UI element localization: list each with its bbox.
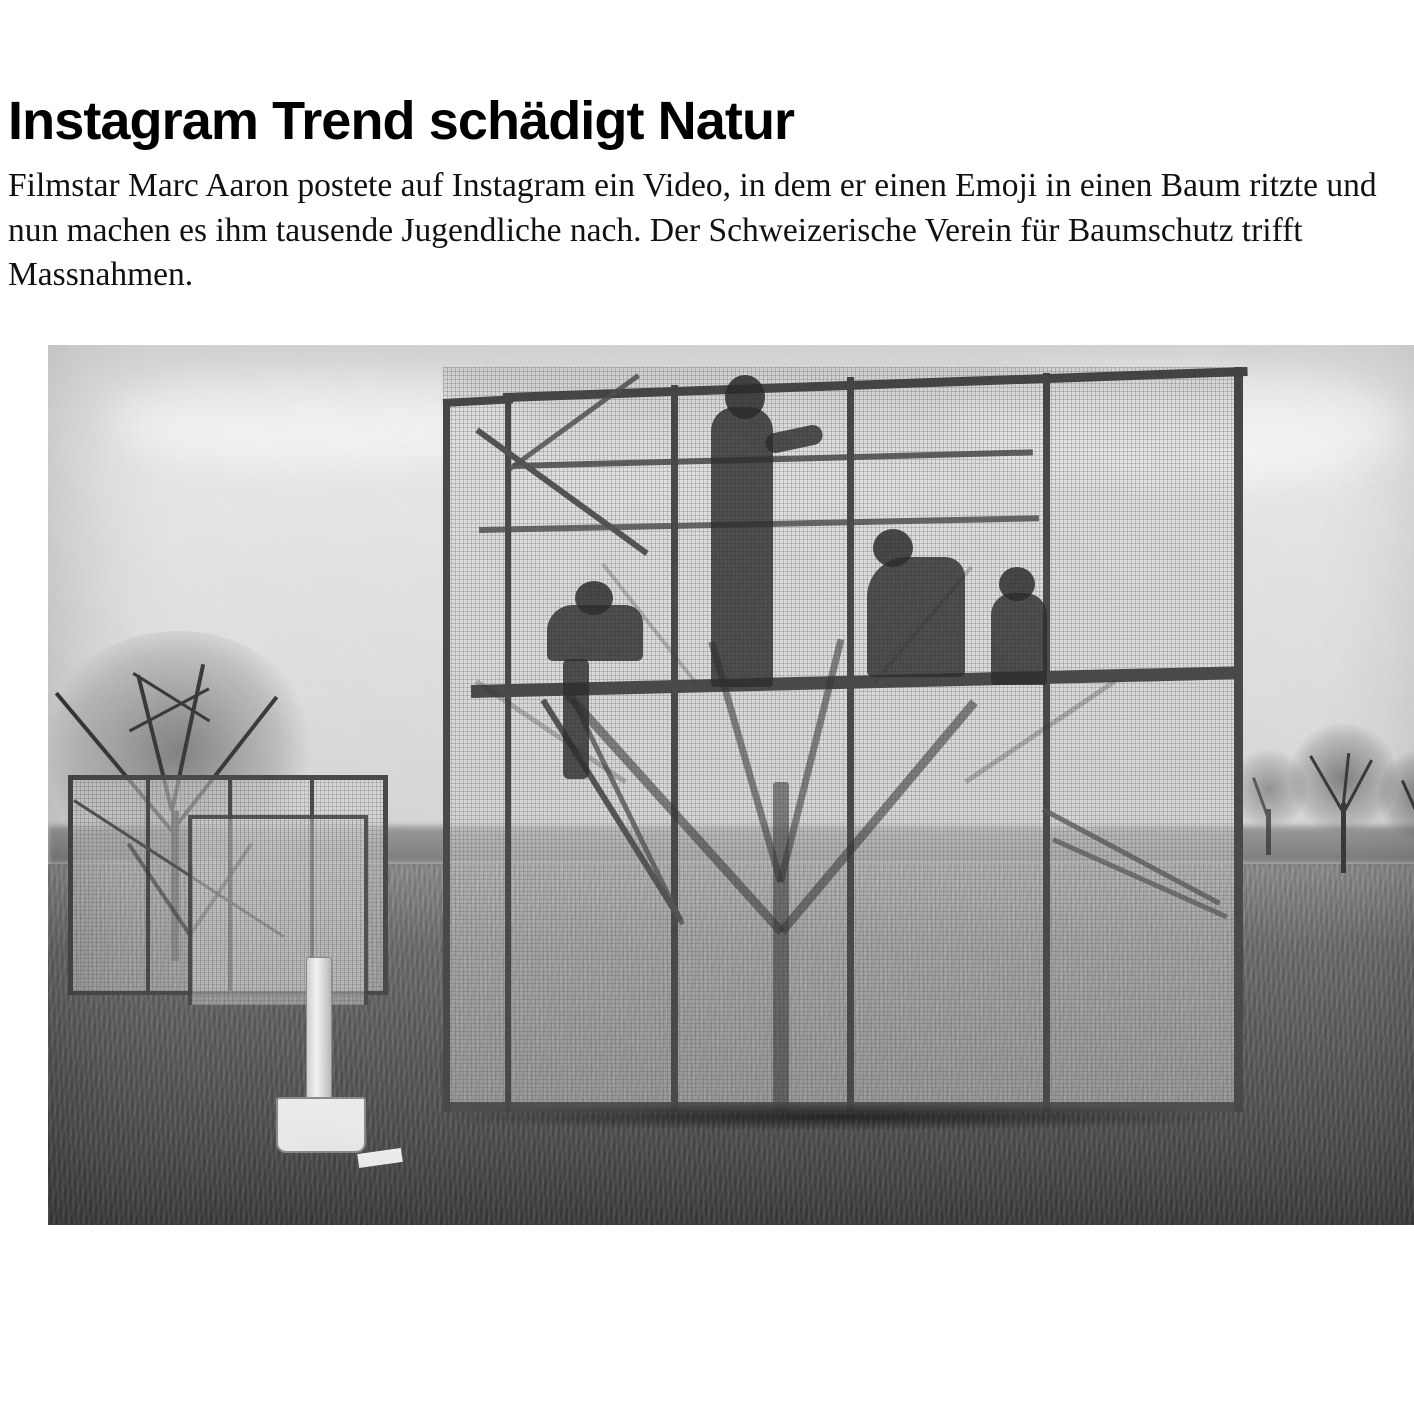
metal-pipe xyxy=(306,957,332,1109)
cage-rail xyxy=(68,775,388,780)
cage-post xyxy=(68,775,73,995)
main-mesh-cage xyxy=(443,367,1243,1112)
background-tree xyxy=(1388,753,1414,873)
worker-leg xyxy=(563,659,589,779)
worker-right xyxy=(991,593,1047,685)
cage-post xyxy=(364,815,368,1005)
article-lead: Filmstar Marc Aaron postete auf Instagram ein Video, in dem er einen Emoji in einen Baum ritzte und nun machen es ihm tausende Jugendliche nach. Der Schweizerische Verein für Baumschutz trifft Massnahmen. xyxy=(8,167,1377,293)
worker-head xyxy=(999,567,1035,601)
worker-head xyxy=(725,375,765,419)
worker-standing xyxy=(711,407,773,687)
cage-post xyxy=(671,385,678,1112)
worker-head xyxy=(575,581,613,615)
cage-mesh-panel xyxy=(188,815,368,1005)
caged-tree-trunk xyxy=(773,782,789,1112)
cage-post xyxy=(188,815,192,1005)
white-bucket xyxy=(276,1097,366,1153)
worker-bending xyxy=(867,557,965,677)
cage-rail xyxy=(188,815,368,819)
background-tree xyxy=(1298,723,1388,873)
cage-ground-shadow xyxy=(453,1104,1221,1130)
article-image xyxy=(48,345,1414,1225)
cage-post xyxy=(383,775,388,995)
cage-post xyxy=(1234,367,1243,1112)
cage-post xyxy=(443,402,450,1112)
cage-post xyxy=(146,775,150,995)
cage-post xyxy=(847,377,854,1112)
cage-post xyxy=(1043,373,1050,1112)
worker-head xyxy=(873,529,913,567)
background-tree xyxy=(1238,755,1298,855)
background-mesh-cage xyxy=(188,815,368,1005)
page-title: Instagram Trend schädigt Natur xyxy=(8,91,795,151)
cage-post xyxy=(505,395,511,1112)
